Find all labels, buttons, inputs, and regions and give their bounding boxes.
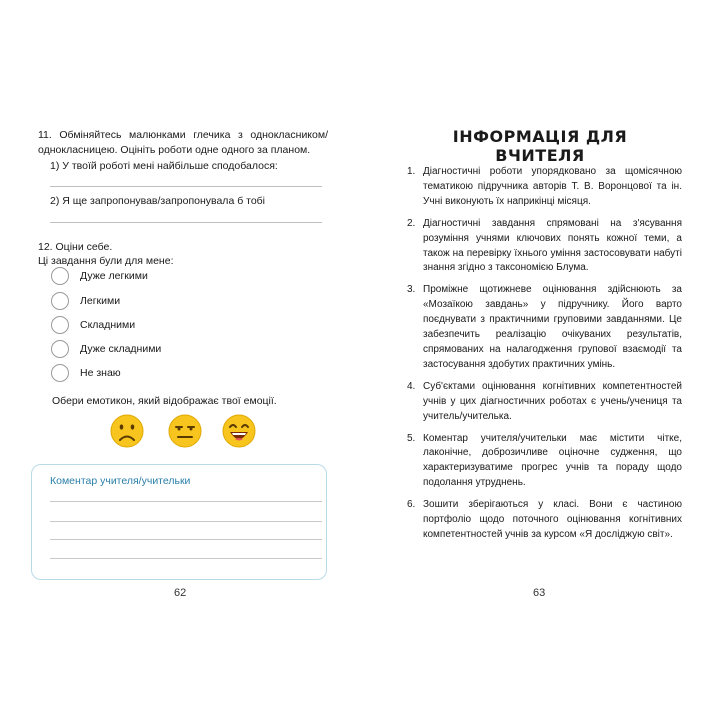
radio-circle[interactable] (51, 340, 69, 358)
option-difficult[interactable] (51, 315, 135, 335)
comment-line (50, 501, 322, 502)
radio-circle[interactable] (51, 292, 69, 310)
answer-line (50, 186, 322, 187)
item-number: 3. (407, 284, 416, 296)
option-very-easy[interactable] (51, 266, 148, 286)
comment-line (50, 521, 322, 522)
item-number: 5. (407, 432, 416, 444)
q11-item-2: 2) Я ще запропонував/запропонувала б тобі (50, 195, 266, 207)
radio-circle[interactable] (51, 364, 69, 382)
item-number: 1. (407, 166, 416, 177)
item-number: 2. (407, 217, 416, 229)
option-label: Дуже складними (80, 343, 162, 355)
emoticon-prompt: Обери емотикон, який відображає твої емоції. (52, 395, 277, 407)
list-item (407, 432, 682, 492)
option-label: Дуже легкими (80, 270, 148, 282)
option-easy[interactable] (51, 291, 120, 311)
option-very-difficult[interactable] (51, 339, 161, 359)
sad-face-icon[interactable] (110, 414, 144, 448)
page-number: 62 (174, 587, 187, 599)
laughing-face-icon[interactable] (222, 414, 256, 448)
list-item (407, 217, 682, 277)
item-text: Зошити зберігаються у класі. Вони є частиною портфоліо щодо поточного оцінювання когнітивних компетентностей учнів за курсом «Я досліджую світ». (423, 499, 682, 540)
radio-circle[interactable] (51, 316, 69, 334)
item-text: Проміжне щотижневе оцінювання здійснюють за «Мозаїкою завдань» у підручнику. Його варто поєднувати з практичними груповими завданнями. Це забезпечить реалізацію очікуваних результатів, спрямованих на налагодження групової взаємодії та застосування здобутих практичних умінь. (423, 284, 682, 370)
item-text: Суб'єктами оцінювання когнітивних компетентностей учнів у цих діагностичних роботах є учень/учениця та учитель/учителька. (423, 380, 682, 422)
q11-item-1: 1) У твоїй роботі мені найбільше сподобалося: (50, 160, 278, 172)
item-text: Коментар учителя/учительки має містити чітке, лаконічне, доброзичливе оціночне судження, що характеризуватиме прогрес учнів та пораду щодо подолання утруднень. (423, 432, 682, 489)
question-11: 11. Обміняйтесь малюнками глечика з однокласником/однокласницею. Оцініть роботи одне одного за планом. (38, 129, 328, 156)
item-text: Діагностичні завдання спрямовані на з'ясування розуміння учнями ключових понять кожної теми, а також на перевірку їхнього уміння застосовувати набуті знання згідно з таксономією Блума. (423, 217, 682, 274)
list-item (407, 498, 682, 543)
list-item (407, 380, 682, 425)
teacher-info-list (407, 165, 682, 550)
page-number: 63 (533, 587, 546, 599)
question-12 (38, 240, 173, 268)
list-item (407, 165, 682, 210)
teacher-comment-box (31, 464, 327, 580)
page-title: ІНФОРМАЦІЯ ДЛЯ ВЧИТЕЛЯ (452, 127, 628, 165)
option-label: Складними (80, 319, 136, 331)
q12-title: 12. Оціни себе. (38, 241, 113, 253)
answer-line (50, 222, 322, 223)
option-label: Легкими (80, 295, 121, 307)
option-label: Не знаю (80, 367, 121, 379)
item-number: 6. (407, 499, 416, 511)
comment-title: Коментар учителя/учительки (50, 475, 191, 487)
q12-subtitle: Ці завдання були для мене: (38, 255, 174, 267)
radio-circle[interactable] (51, 267, 69, 285)
neutral-face-icon[interactable] (168, 414, 202, 448)
option-dont-know[interactable] (51, 363, 121, 383)
comment-line (50, 539, 322, 540)
item-number: 4. (407, 380, 416, 392)
comment-line (50, 558, 322, 559)
list-item (407, 283, 682, 372)
item-text: Діагностичні роботи упорядковано за щомісячною тематикою підручника авторів Т. В. Воронцової та ін. Учні виконують їх наприкінці місяця. (423, 166, 682, 207)
right-page (360, 0, 720, 720)
